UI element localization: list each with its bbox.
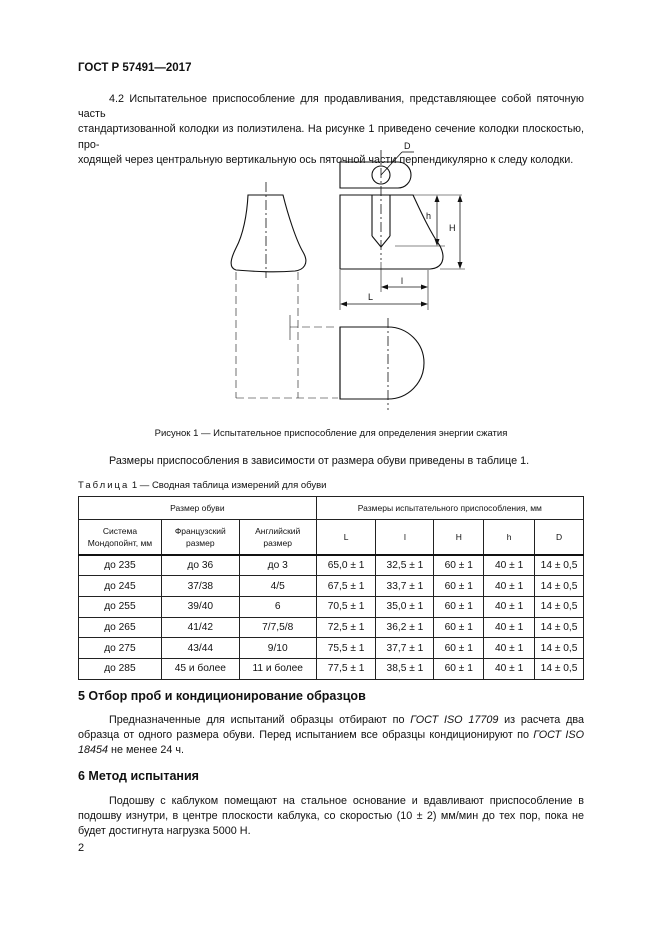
table-cell: 36,2 ± 1: [376, 617, 434, 638]
table-cell: 60 ± 1: [434, 555, 484, 576]
table-cell: 60 ± 1: [434, 638, 484, 659]
section-5-text-c: не менее 24 ч.: [108, 744, 185, 757]
section-5-title: 5 Отбор проб и кондиционирование образцов: [78, 689, 366, 703]
table-cell: 40 ± 1: [484, 555, 535, 576]
col-header: Система Мондопойнт, мм: [79, 520, 162, 556]
label-H: H: [449, 223, 456, 233]
table-row: [79, 658, 584, 679]
document-header: ГОСТ Р 57491—2017: [78, 62, 192, 74]
col-header: Французский размер: [161, 520, 239, 556]
table-cell: 77,5 ± 1: [316, 658, 376, 679]
label-h: h: [426, 211, 432, 221]
top-view-block: [340, 162, 411, 188]
table-cell: 11 и более: [239, 658, 316, 679]
table-cell: 40 ± 1: [484, 638, 535, 659]
table-cell: 40 ± 1: [484, 617, 535, 638]
col-header: l: [376, 520, 434, 556]
table-cell: 4/5: [239, 576, 316, 597]
standard-reference: ГОСТ ISO 18454: [78, 729, 584, 757]
table-caption: [78, 480, 326, 491]
label-L: L: [368, 292, 374, 302]
table-cell: 37/38: [161, 576, 239, 597]
table-cell: 60 ± 1: [434, 596, 484, 617]
table-cell: 67,5 ± 1: [316, 576, 376, 597]
figure-1-drawing: [200, 130, 500, 430]
page-number: 2: [78, 842, 85, 854]
col-header: Английский размер: [239, 520, 316, 556]
table-caption-word: Таблица: [78, 480, 130, 491]
table-cell: 14 ± 0,5: [535, 596, 584, 617]
table-cell: 6: [239, 596, 316, 617]
table-cell: 14 ± 0,5: [535, 555, 584, 576]
table-cell: 72,5 ± 1: [316, 617, 376, 638]
table-cell: 32,5 ± 1: [376, 555, 434, 576]
table-cell: 40 ± 1: [484, 576, 535, 597]
table-cell: 40 ± 1: [484, 596, 535, 617]
side-profile: [340, 195, 443, 269]
label-l: l: [401, 276, 403, 286]
table-cell: 41/42: [161, 617, 239, 638]
table-cell: 14 ± 0,5: [535, 638, 584, 659]
figure-caption: Рисунок 1 — Испытательное приспособление для определения энергии сжатия: [154, 428, 508, 439]
table-cell: 43/44: [161, 638, 239, 659]
table-cell: 45 и более: [161, 658, 239, 679]
table-cell: до 235: [79, 555, 162, 576]
section-5-text-b: из расчета два образца от одного размера обуви. Перед испытанием все образцы кондиционируют по: [78, 714, 584, 742]
table-cell: до 275: [79, 638, 162, 659]
label-D: D: [404, 141, 411, 151]
table-cell: 60 ± 1: [434, 576, 484, 597]
intro-line-1: 4.2 Испытательное приспособление для продавливания, представляющее собой пяточную часть: [78, 93, 584, 121]
table-cell: 65,0 ± 1: [316, 555, 376, 576]
table-cell: 14 ± 0,5: [535, 617, 584, 638]
table-reference-text: Размеры приспособления в зависимости от размера обуви приведены в таблице 1.: [109, 455, 530, 467]
table-cell: 70,5 ± 1: [316, 596, 376, 617]
section-6-paragraph: Подошву с каблуком помещают на стальное основание и вдавливают приспособление в подошву изнутри, в центре плоскости каблука, со скоростью (10 ± 2) мм/мин до тех пор, пока не будет достигнута нагрузка 5000 Н.: [78, 795, 584, 838]
table-cell: 37,7 ± 1: [376, 638, 434, 659]
table-cell: до 255: [79, 596, 162, 617]
table-row: [79, 638, 584, 659]
col-header: D: [535, 520, 584, 556]
section-5-paragraph: [78, 713, 584, 759]
section-5-text-a: Предназначенные для испытаний образцы отбирают по: [109, 714, 411, 726]
intro-line-3: ходящей через центральную вертикальную ось пяточной части перпендикулярно к следу колодки.: [78, 153, 574, 166]
table-cell: 35,0 ± 1: [376, 596, 434, 617]
table-cell: до 285: [79, 658, 162, 679]
table-cell: 7/7,5/8: [239, 617, 316, 638]
table-caption-title: 1 — Сводная таблица измерений для обуви: [129, 480, 327, 491]
intro-line-2: стандартизованной колодки из полиэтилена. На рисунке 1 приведено сечение колодки плоскостью, про-: [78, 123, 584, 151]
table-cell: 60 ± 1: [434, 658, 484, 679]
col-header: h: [484, 520, 535, 556]
table-cell: 39/40: [161, 596, 239, 617]
table-cell: 60 ± 1: [434, 617, 484, 638]
table-cell: 33,7 ± 1: [376, 576, 434, 597]
table-row: [79, 617, 584, 638]
col-header: L: [316, 520, 376, 556]
table-cell: 38,5 ± 1: [376, 658, 434, 679]
table-cell: до 265: [79, 617, 162, 638]
standard-reference: ГОСТ ISO 17709: [410, 714, 499, 726]
section-6-title: 6 Метод испытания: [78, 769, 199, 783]
table-cell: до 3: [239, 555, 316, 576]
table-row: [79, 555, 584, 576]
dimensions-table: [78, 496, 584, 680]
table-cell: до 245: [79, 576, 162, 597]
table-cell: 14 ± 0,5: [535, 658, 584, 679]
table-cell: 40 ± 1: [484, 658, 535, 679]
table-row: [79, 576, 584, 597]
group-header-fixture-dims: Размеры испытательного приспособления, мм: [316, 497, 583, 520]
col-header: H: [434, 520, 484, 556]
table-cell: 75,5 ± 1: [316, 638, 376, 659]
table-cell: до 36: [161, 555, 239, 576]
table-cell: 9/10: [239, 638, 316, 659]
front-profile: [231, 195, 306, 272]
group-header-shoe-size: Размер обуви: [79, 497, 317, 520]
table-row: [79, 596, 584, 617]
table-cell: 14 ± 0,5: [535, 576, 584, 597]
plan-view: [340, 327, 424, 399]
